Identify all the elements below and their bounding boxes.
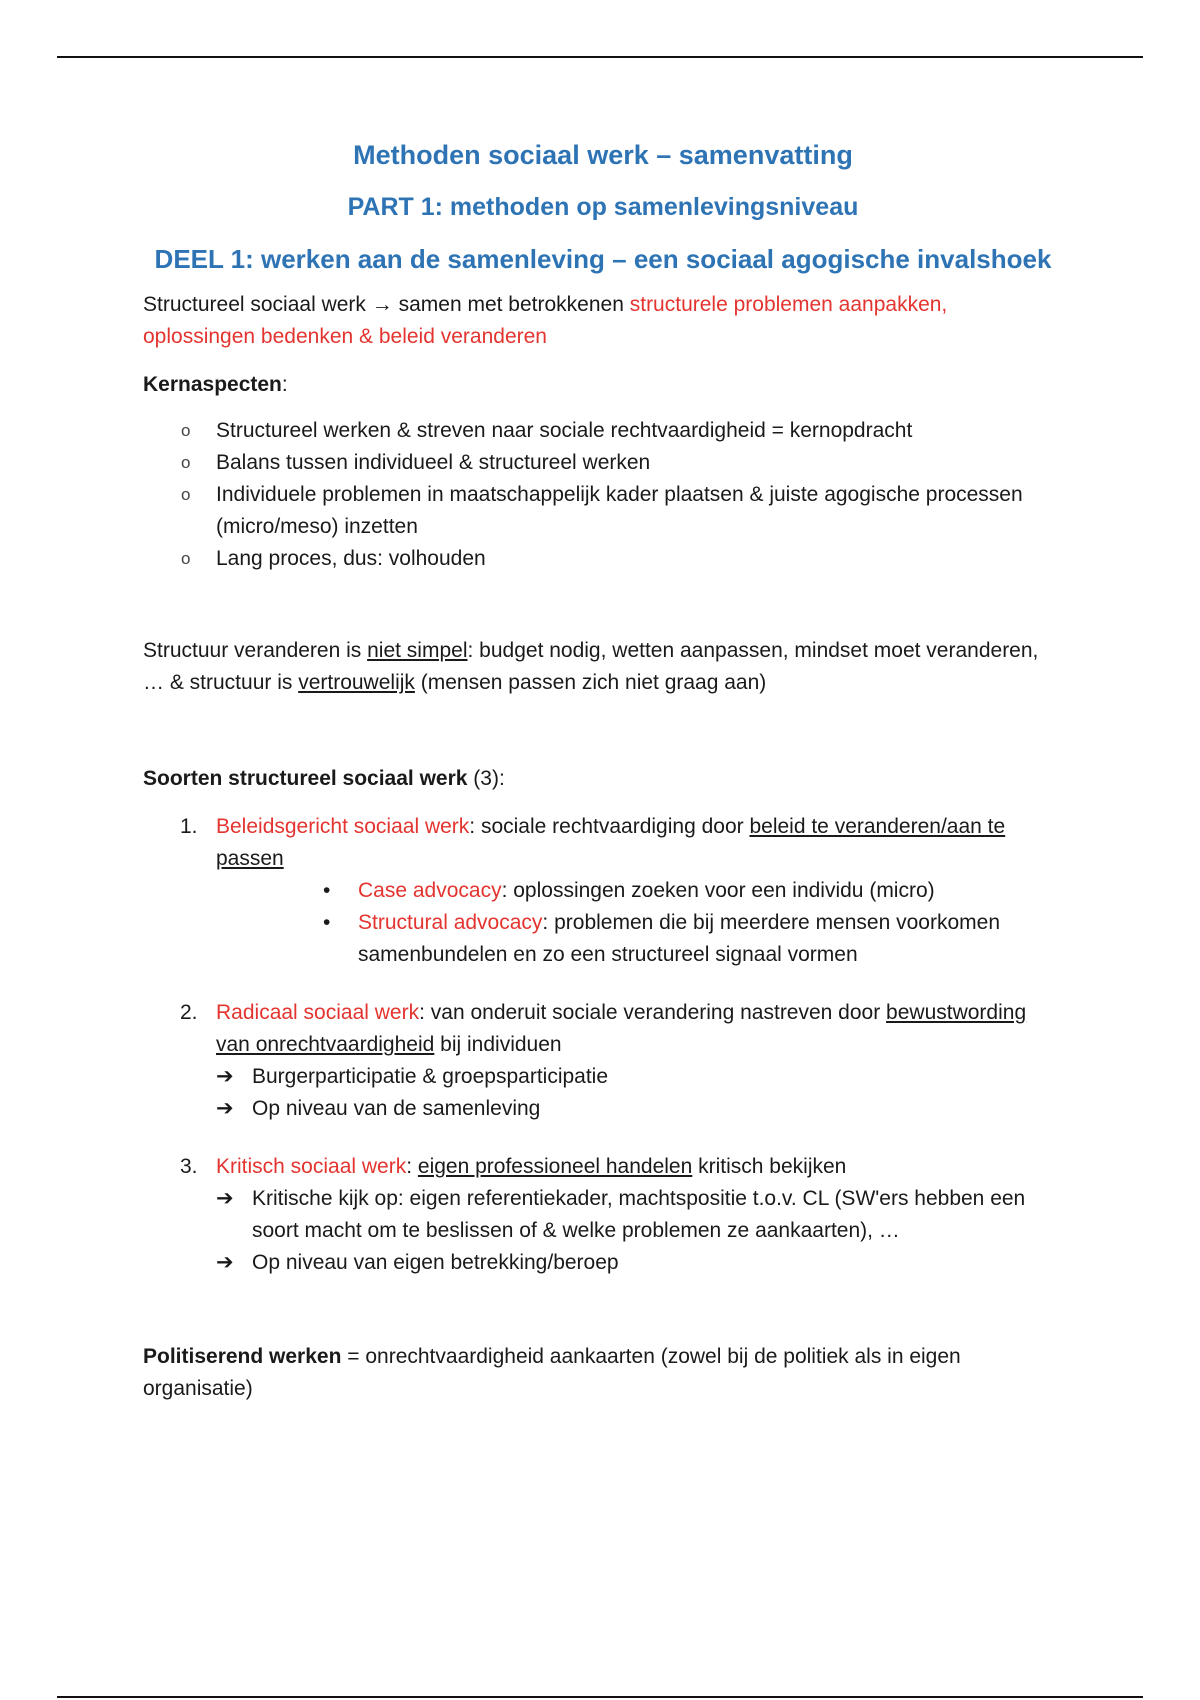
arrow-text: Op niveau van de samenleving <box>252 1097 541 1120</box>
advocacy-list <box>216 875 1063 971</box>
sub-text: : problemen die bij meerdere mensen voorkomen samenbundelen en zo een structureel signaal vormen <box>358 911 1000 966</box>
soort-name: Beleidsgericht sociaal werk <box>216 815 470 838</box>
soorten-count: (3): <box>467 767 505 790</box>
soort-text: : sociale rechtvaardiging door <box>469 815 750 838</box>
list-item-text: Structureel werken & streven naar sociale rechtvaardigheid = kernopdracht <box>216 419 913 442</box>
arrow-icon: ➔ <box>216 1065 234 1088</box>
structuur-text-a: Structuur veranderen is <box>143 639 368 662</box>
kernaspecten-colon: : <box>281 373 288 396</box>
list-number: 3. <box>180 1155 198 1178</box>
list-item <box>216 1183 1063 1247</box>
document-body <box>143 140 1063 1405</box>
top-rule <box>57 56 1143 58</box>
arrow-icon: → <box>371 293 393 316</box>
structuur-text-c: (mensen passen zich niet graag aan) <box>414 671 767 694</box>
circle-bullet-icon: o <box>181 421 191 440</box>
structuur-underlined-1: niet simpel <box>367 639 468 662</box>
soort-underlined: eigen professioneel handelen <box>417 1155 693 1178</box>
document-title: Methoden sociaal werk – samenvatting <box>353 140 853 170</box>
politiserend-paragraph <box>143 1341 1063 1405</box>
intro-highlight: structurele problemen aanpakken, oplossingen bedenken & beleid veranderen <box>143 293 948 348</box>
list-item <box>181 479 1063 543</box>
structuur-paragraph <box>143 635 1063 699</box>
list-item-text: Lang proces, dus: volhouden <box>216 547 486 570</box>
list-item-text: Individuele problemen in maatschappelijk kader plaatsen & juiste agogische processen (micro/meso) inzetten <box>216 483 1023 538</box>
intro-paragraph <box>143 289 1063 353</box>
arrow-text: Op niveau van eigen betrekking/beroep <box>252 1251 619 1274</box>
sub-name: Structural advocacy <box>358 911 543 934</box>
intro-term: Structureel sociaal werk <box>143 293 366 316</box>
list-item <box>216 1093 1063 1125</box>
list-number: 2. <box>180 1001 198 1024</box>
sub-name: Case advocacy <box>358 879 502 902</box>
soorten-heading <box>143 763 1063 795</box>
circle-bullet-icon: o <box>181 485 191 504</box>
soort-item-2 <box>180 997 1063 1125</box>
structuur-text-b: : budget nodig, wetten aanpassen, mindset moet veranderen, … & structuur is <box>143 639 1039 694</box>
circle-bullet-icon: o <box>181 453 191 472</box>
soort-name: Kritisch sociaal werk <box>216 1155 407 1178</box>
list-item <box>181 543 1063 575</box>
kernaspecten-label-text: Kernaspecten <box>143 373 282 396</box>
list-item <box>216 1061 1063 1093</box>
arrow-icon: ➔ <box>216 1097 234 1120</box>
soort-underlined: beleid te veranderen/aan te passen <box>216 815 1006 870</box>
circle-bullet-icon: o <box>181 549 191 568</box>
kritisch-arrow-list <box>216 1183 1063 1279</box>
politiserend-term: Politiserend werken <box>143 1345 342 1368</box>
arrow-icon: ➔ <box>216 1187 234 1210</box>
radicaal-arrow-list <box>216 1061 1063 1125</box>
deel-heading: DEEL 1: werken aan de samenleving – een sociaal agogische invalshoek <box>154 244 1052 274</box>
soorten-label: Soorten structureel sociaal werk <box>143 767 468 790</box>
list-item <box>323 907 1063 971</box>
sub-text: : oplossingen zoeken voor een individu (micro) <box>501 879 935 902</box>
kernaspecten-list <box>143 415 1063 575</box>
soort-item-3 <box>180 1151 1063 1279</box>
intro-text: samen met betrokkenen <box>392 293 630 316</box>
list-item-text: Balans tussen individueel & structureel werken <box>216 451 651 474</box>
list-item <box>323 875 1063 907</box>
soort-after: bij individuen <box>434 1033 562 1056</box>
soort-sep: : <box>406 1155 418 1178</box>
soort-name: Radicaal sociaal werk <box>216 1001 420 1024</box>
bullet-dot-icon: • <box>323 911 331 934</box>
politiserend-text: = onrechtvaardigheid aankaarten (zowel bij de politiek als in eigen organisatie) <box>143 1345 961 1400</box>
list-item <box>181 415 1063 447</box>
soort-underlined: bewustwording van onrechtvaardigheid <box>216 1001 1027 1056</box>
bullet-dot-icon: • <box>323 879 331 902</box>
list-number: 1. <box>180 815 198 838</box>
soort-item-1 <box>180 811 1063 971</box>
soort-text: : van onderuit sociale verandering nastreven door <box>419 1001 887 1024</box>
soort-after: kritisch bekijken <box>692 1155 847 1178</box>
arrow-text: Burgerparticipatie & groepsparticipatie <box>252 1065 609 1088</box>
arrow-text: Kritische kijk op: eigen referentiekader, machtspositie t.o.v. CL (SW'ers hebben een soort macht om te beslissen of & welke problemen ze aankaarten), … <box>252 1187 1026 1242</box>
soorten-list <box>143 811 1063 1279</box>
part-heading: PART 1: methoden op samenlevingsniveau <box>347 193 859 221</box>
kernaspecten-label <box>143 369 1063 401</box>
bottom-rule <box>57 1696 1143 1698</box>
structuur-underlined-2: vertrouwelijk <box>298 671 415 694</box>
arrow-icon: ➔ <box>216 1251 234 1274</box>
list-item <box>181 447 1063 479</box>
list-item <box>216 1247 1063 1279</box>
